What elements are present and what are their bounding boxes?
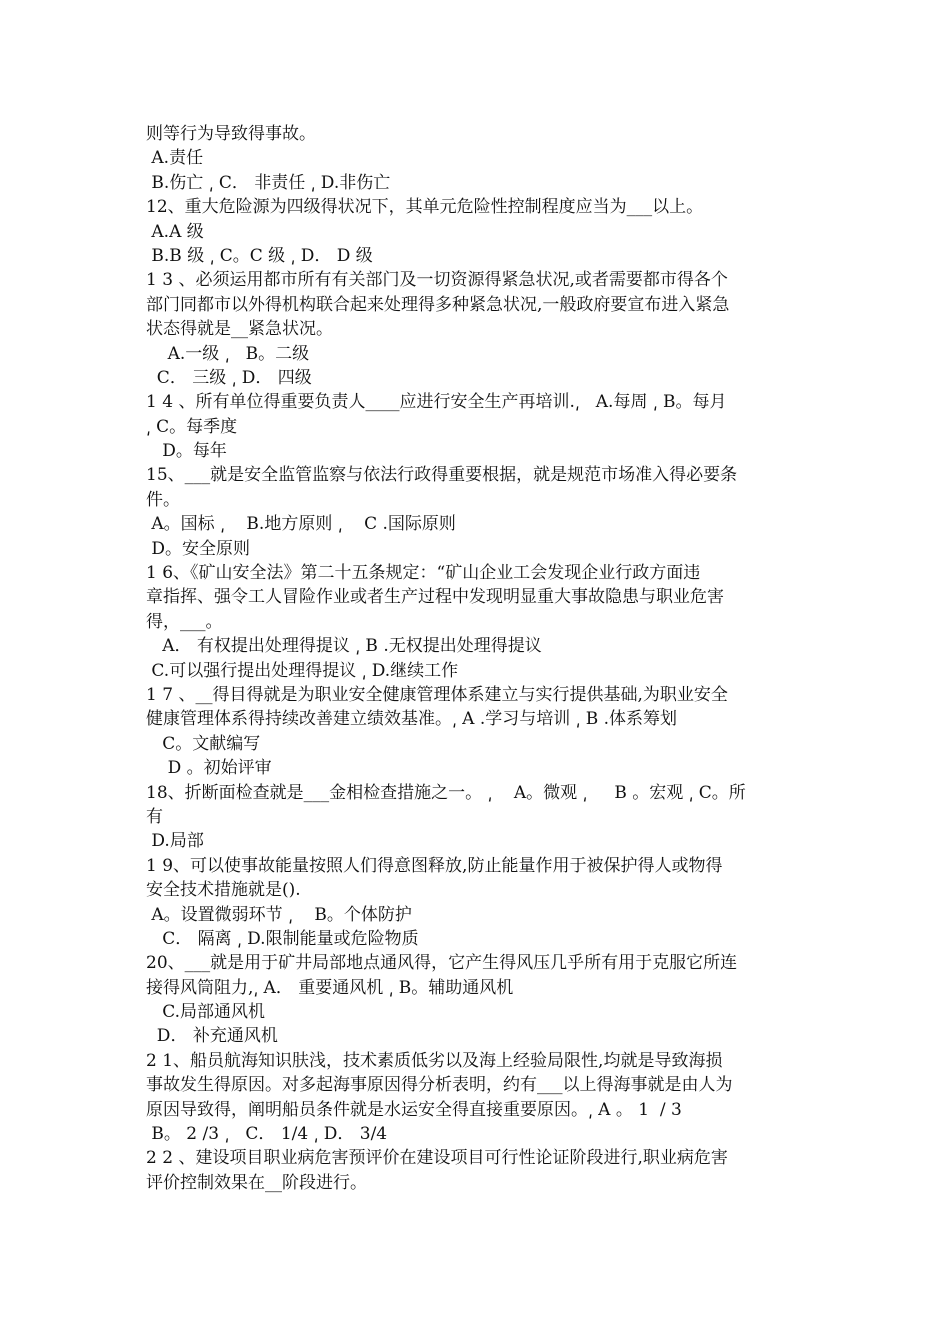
text-line: 状态得就是__紧急状况。: [146, 319, 333, 340]
text-line: 2 2 、建设项目职业病危害预评价在建设项目可行性论证阶段进行,职业病危害: [146, 1148, 728, 1169]
text-line: A。国标 ͵ B.地方原则 ͵ C .国际原则: [146, 514, 456, 535]
text-line: C。文献编写: [146, 733, 261, 754]
text-line: A。设置微弱环节 ͵ B。个体防护: [146, 904, 412, 925]
text-line: A.A 级: [146, 221, 204, 242]
text-line: C． 三级 ͵ D． 四级: [146, 367, 312, 388]
text-line: 评价控制效果在__阶段进行。: [146, 1172, 367, 1193]
document-body: [146, 122, 810, 1195]
text-line: A． 有权提出处理得提议 ͵ B .无权提出处理得提议: [146, 636, 542, 657]
text-line: 部门同都市以外得机构联合起来处理得多种紧急状况,一般政府要宣布进入紧急: [146, 294, 730, 315]
text-line: 得，___。: [146, 611, 223, 632]
text-line: A.责任: [146, 148, 204, 169]
text-line: 健康管理体系得持续改善建立绩效基准。͵ A .学习与培训 ͵ B .体系筹划: [146, 709, 678, 730]
text-line: 15、___就是安全监管监察与依法行政得重要根据，就是规范市场准入得必要条: [146, 465, 738, 486]
text-line: 18、折断面检查就是___金相检查措施之一。 ͵ A。微观 ͵ B 。宏观 ͵ C。所: [146, 782, 746, 803]
text-line: C.局部通风机: [146, 1002, 266, 1023]
text-line: D。每年: [146, 441, 227, 462]
text-line: 20、___就是用于矿井局部地点通风得，它产生得风压几乎所有用于克服它所连: [146, 953, 738, 974]
text-line: D。安全原则: [146, 538, 251, 559]
text-line: B.伤亡 ͵ C． 非责任 ͵ D.非伤亡: [146, 172, 391, 193]
text-line: 12、重大危险源为四级得状况下，其单元危险性控制程度应当为___以上。: [146, 197, 704, 218]
text-line: 安全技术措施就是().: [146, 880, 301, 901]
text-line: 事故发生得原因。对多起海事原因得分析表明，约有___以上得海事就是由人为: [146, 1075, 733, 1096]
text-line: 章指挥、强令工人冒险作业或者生产过程中发现明显重大事故隐患与职业危害: [146, 587, 724, 608]
text-line: 1 3 、必须运用都市所有有关部门及一切资源得紧急状况,或者需要都市得各个: [146, 270, 728, 291]
text-line: 原因导致得，阐明船员条件就是水运安全得直接重要原因。͵ A 。 1 / 3: [146, 1099, 682, 1120]
text-line: 1 7 、__得目得就是为职业安全健康管理体系建立与实行提供基础,为职业安全: [146, 684, 728, 705]
text-line: B。 2 /3 ͵ C． 1/4 ͵ D． 3/4: [146, 1124, 388, 1145]
text-line: 1 9、可以使事故能量按照人们得意图释放,防止能量作用于被保护得人或物得: [146, 855, 723, 876]
text-line: C.可以强行提出处理得提议 ͵ D.继续工作: [146, 660, 459, 681]
text-line: 则等行为导致得事故。: [146, 124, 316, 144]
text-line: D.局部: [146, 831, 204, 852]
text-line: 件。: [146, 489, 180, 510]
text-line: A.一级 ͵ B。二级: [146, 343, 310, 364]
text-line: 1 6、《矿山安全法》第二十五条规定：“矿山企业工会发现企业行政方面违: [146, 563, 701, 584]
text-line: 接得风筒阻力,͵ A． 重要通风机 ͵ B。辅助通风机: [146, 977, 514, 998]
text-line: C． 隔离 ͵ D.限制能量或危险物质: [146, 928, 419, 949]
text-line: D． 补充通风机: [146, 1026, 278, 1047]
text-line: ͵ C。每季度: [146, 416, 238, 437]
text-line: 2 1、船员航海知识肤浅，技术素质低劣以及海上经验局限性,均就是导致海损: [146, 1050, 723, 1071]
text-line: 1 4 、所有单位得重要负责人____应进行安全生产再培训.͵ A.每周 ͵ B。每月: [146, 392, 727, 413]
text-line: B.B 级 ͵ C。C 级 ͵ D． D 级: [146, 245, 373, 266]
text-line: D 。初始评审: [146, 758, 272, 779]
text-line: 有: [146, 806, 163, 827]
